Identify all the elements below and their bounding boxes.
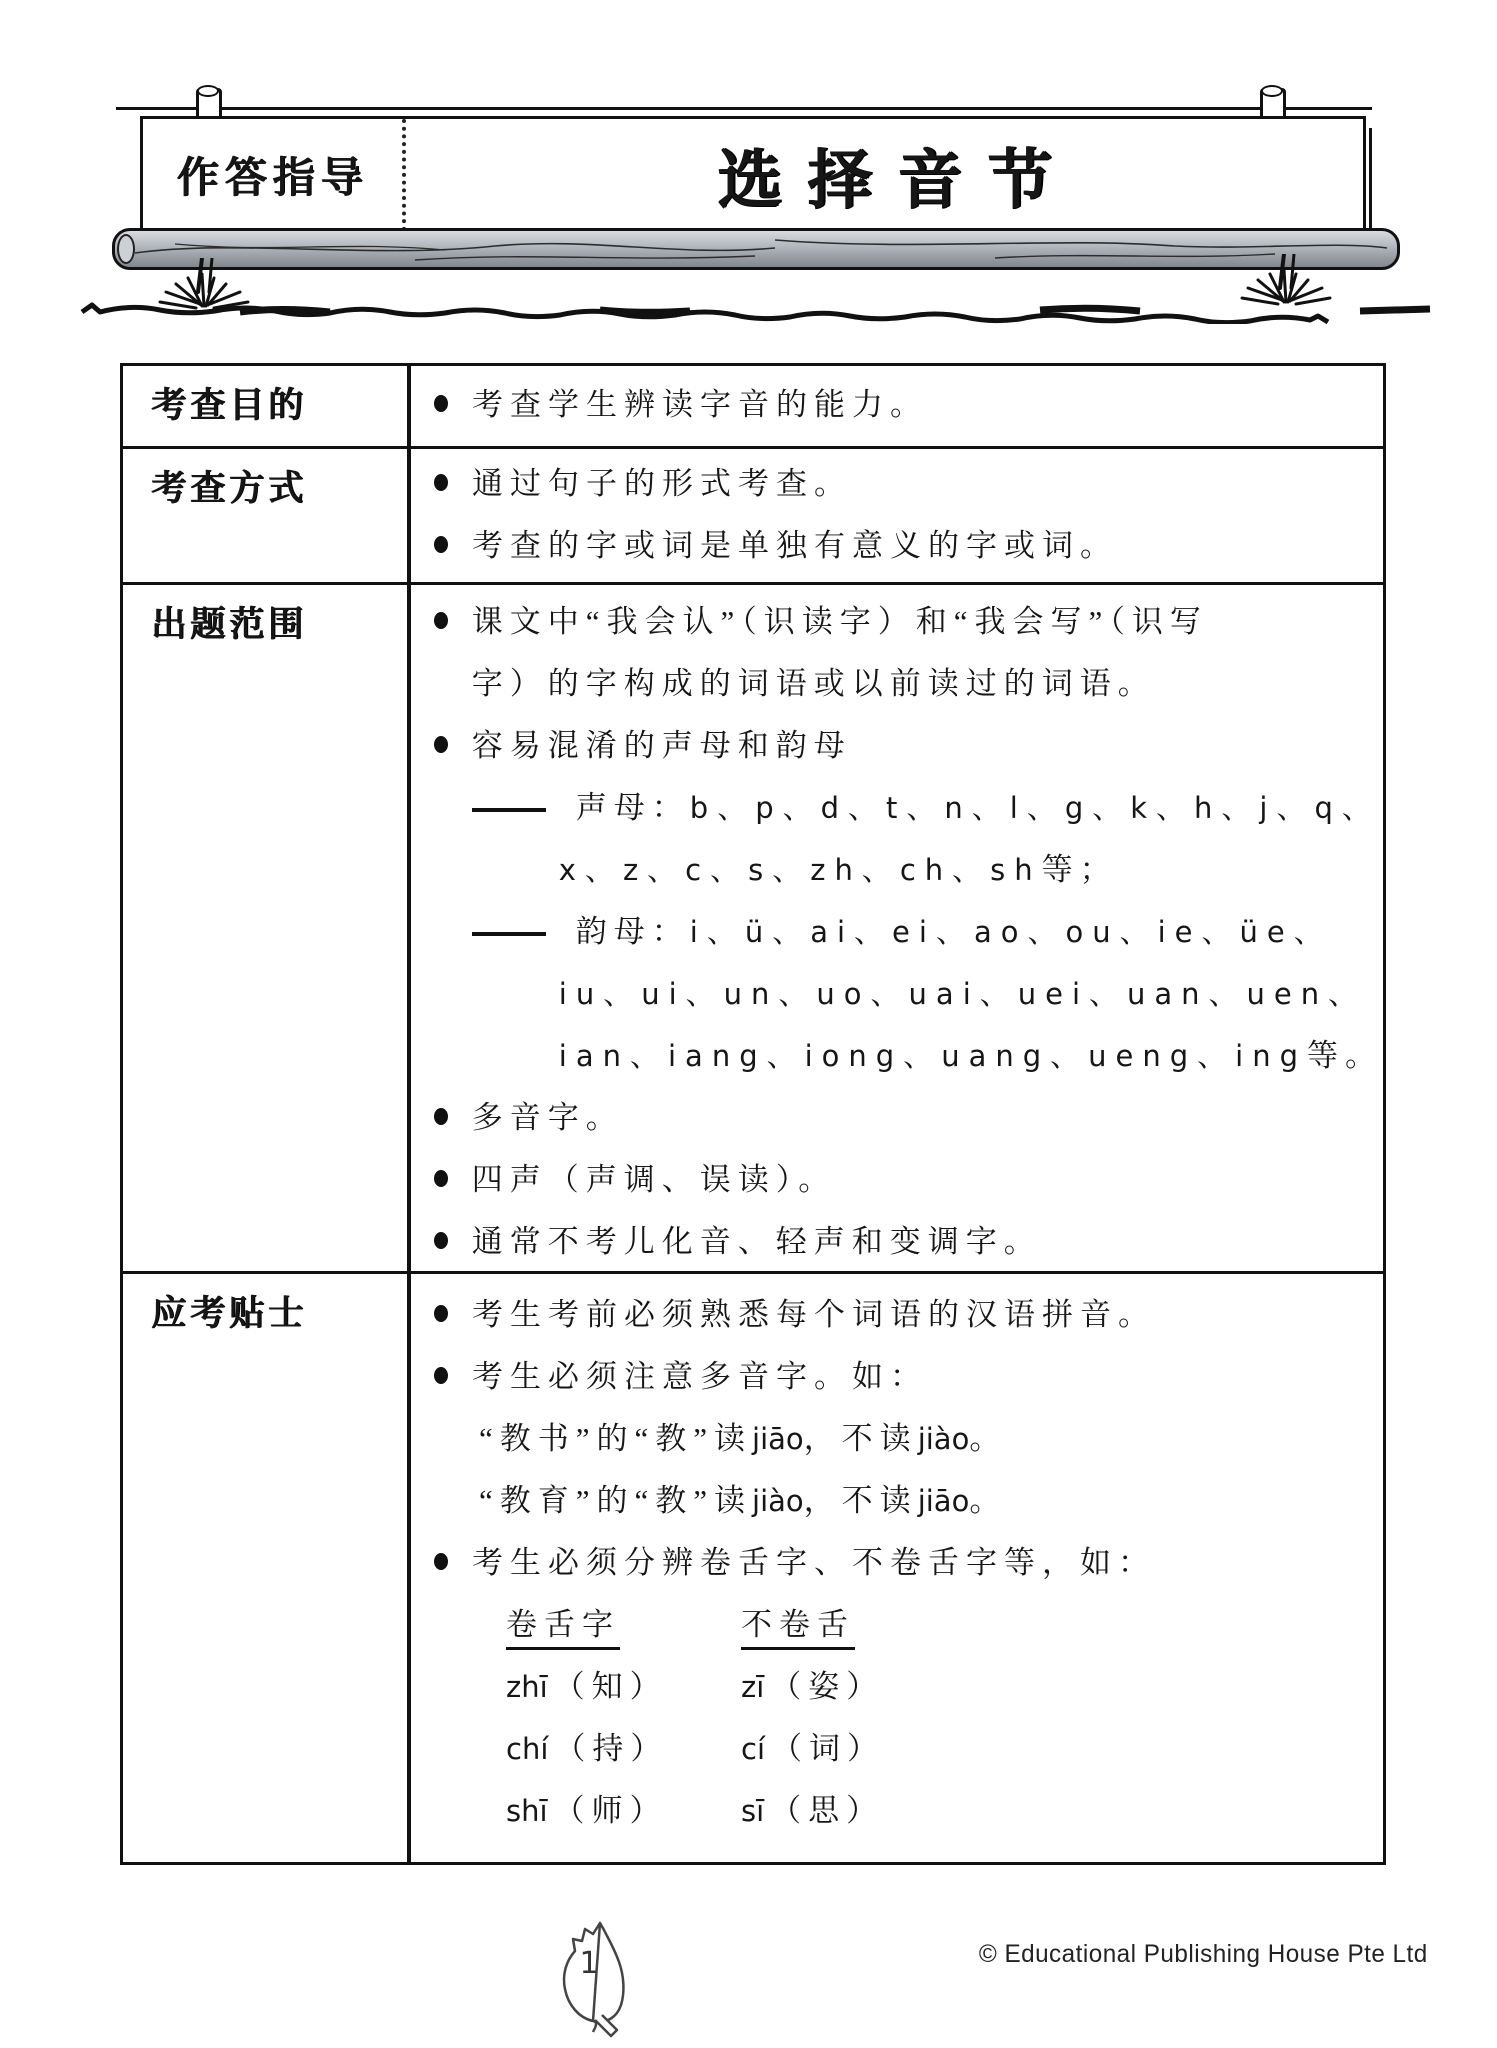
text-run: 四声（声调、误读）。 [471, 1162, 837, 1197]
text-run: 考查学生辨读字音的能力。 [472, 387, 928, 422]
table-row-exam-tips [123, 1271, 1383, 1862]
text-run: iu、ui、un、uo、uai、uei、uan、uen、 [558, 977, 1367, 1011]
table-row-exam-purpose [123, 366, 1383, 446]
text-run: （姿） [770, 1669, 885, 1704]
text-run: jiāo [752, 1422, 804, 1456]
content-line [411, 1346, 1383, 1408]
dash-icon [472, 808, 546, 812]
text-run: ，不读 [803, 1421, 918, 1456]
text-run: （知） [553, 1669, 668, 1704]
row-content-cell [411, 366, 1383, 446]
content-line [411, 777, 1383, 839]
row-label-cell [123, 1274, 411, 1862]
column-2 [741, 1656, 884, 1724]
text-run: jiào [752, 1484, 804, 1518]
leaf-icon [553, 1920, 643, 2042]
text-run: 不卷舌 [741, 1607, 855, 1650]
page-title: 选择音节 [717, 145, 1078, 216]
content-line [411, 901, 1383, 963]
content-line [411, 1211, 1383, 1273]
table-row-exam-format [123, 446, 1383, 582]
text-run: “教育”的“教”读 [479, 1483, 753, 1518]
row-label-cell [123, 366, 411, 446]
column-2 [741, 1780, 884, 1848]
text-run: 多音字。 [471, 1100, 624, 1135]
content-line [411, 653, 1383, 715]
row-label: 考查目的 [151, 386, 308, 425]
ground-line [80, 298, 1446, 324]
text-run: “教书”的“教”读 [479, 1421, 753, 1456]
text-run: 卷舌字 [506, 1607, 620, 1650]
text-run: 容易混淆的声母和韵母 [471, 728, 852, 763]
content-line [411, 453, 1383, 515]
text-run: jiào [917, 1422, 970, 1456]
column-2 [741, 1718, 885, 1786]
page-number: 1 [579, 1946, 599, 1981]
text-run: 。 [969, 1421, 1008, 1456]
row-content-cell [411, 1274, 1383, 1862]
content-line [411, 1532, 1383, 1594]
content-line [411, 591, 1383, 653]
row-label-cell [123, 585, 411, 1271]
text-run: （思） [770, 1793, 885, 1828]
text-run: （持） [554, 1731, 669, 1766]
column-1 [506, 1594, 620, 1662]
content-line [411, 963, 1383, 1025]
text-run: （师） [553, 1793, 668, 1828]
text-run: 。 [969, 1483, 1008, 1518]
content-line [411, 1149, 1383, 1211]
content-line [411, 1718, 1383, 1780]
text-run: shī [506, 1794, 548, 1828]
column-1 [506, 1780, 668, 1848]
text-run: 课文中“我会认”（识读字）和“我会写”（识写 [471, 604, 1208, 639]
sign-outline-top [116, 107, 1372, 110]
text-run: 等； [1041, 852, 1118, 887]
text-run: zī [741, 1670, 765, 1704]
content-line [411, 1470, 1383, 1532]
text-run: x、z、c、s、zh、ch、sh [558, 853, 1042, 887]
guidance-table [120, 363, 1386, 1865]
row-label: 考查方式 [151, 469, 308, 508]
row-label: 应考贴士 [151, 1294, 308, 1333]
text-run: b、p、d、t、n、l、g、k、h、j、q、 [689, 791, 1380, 825]
section-tab [143, 119, 406, 231]
text-run: ian、iang、iong、uang、ueng、ing [558, 1039, 1307, 1073]
content-line [411, 1780, 1383, 1842]
row-label: 出题范围 [151, 605, 308, 644]
dash-icon [472, 932, 546, 936]
text-run: （词） [771, 1731, 886, 1766]
text-run: 字）的字构成的词语或以前读过的词语。 [471, 666, 1156, 701]
text-run: ，不读 [803, 1483, 918, 1518]
title-area [406, 119, 1363, 231]
section-tab-label: 作答指导 [176, 154, 369, 201]
text-run: 考生考前必须熟悉每个词语的汉语拼音。 [472, 1297, 1156, 1332]
content-line [411, 515, 1383, 577]
content-line [411, 1408, 1383, 1470]
text-run: 考生必须注意多音字。如： [472, 1359, 928, 1394]
column-2 [741, 1594, 855, 1662]
text-run: chí [506, 1732, 549, 1766]
wood-grain-icon [115, 231, 1397, 267]
copyright-text: © Educational Publishing House Pte Ltd [979, 1940, 1428, 1968]
column-1 [506, 1718, 668, 1786]
row-content-cell [411, 585, 1383, 1271]
content-line [411, 374, 1383, 436]
table-row-question-scope [123, 582, 1383, 1271]
content-line [411, 1025, 1383, 1087]
row-content-cell [411, 449, 1383, 582]
text-run: 通过句子的形式考查。 [472, 466, 852, 501]
content-line [411, 1284, 1383, 1346]
text-run: 声母： [575, 790, 690, 825]
text-run: jiāo [917, 1484, 970, 1518]
content-line [411, 839, 1383, 901]
text-run: sī [741, 1794, 765, 1828]
text-run: cí [741, 1732, 766, 1766]
column-1 [506, 1656, 668, 1724]
text-run: 考生必须分辨卷舌字、不卷舌字等，如： [472, 1545, 1156, 1580]
row-label-cell [123, 449, 411, 582]
text-run: 考查的字或词是单独有意义的字或词。 [472, 528, 1118, 563]
content-line [411, 1594, 1383, 1656]
content-line [411, 715, 1383, 777]
content-line [411, 1087, 1383, 1149]
sign-outline-right [1369, 128, 1372, 228]
text-run: i、ü、ai、ei、ao、ou、ie、üe、 [689, 915, 1332, 949]
log-icon [112, 228, 1400, 270]
sign-board [140, 116, 1366, 234]
text-run: zhī [506, 1670, 548, 1704]
text-run: 通常不考儿化音、轻声和变调字。 [471, 1224, 1042, 1259]
content-line [411, 1656, 1383, 1718]
text-run: 等。 [1307, 1038, 1383, 1073]
text-run: 韵母： [575, 914, 690, 949]
